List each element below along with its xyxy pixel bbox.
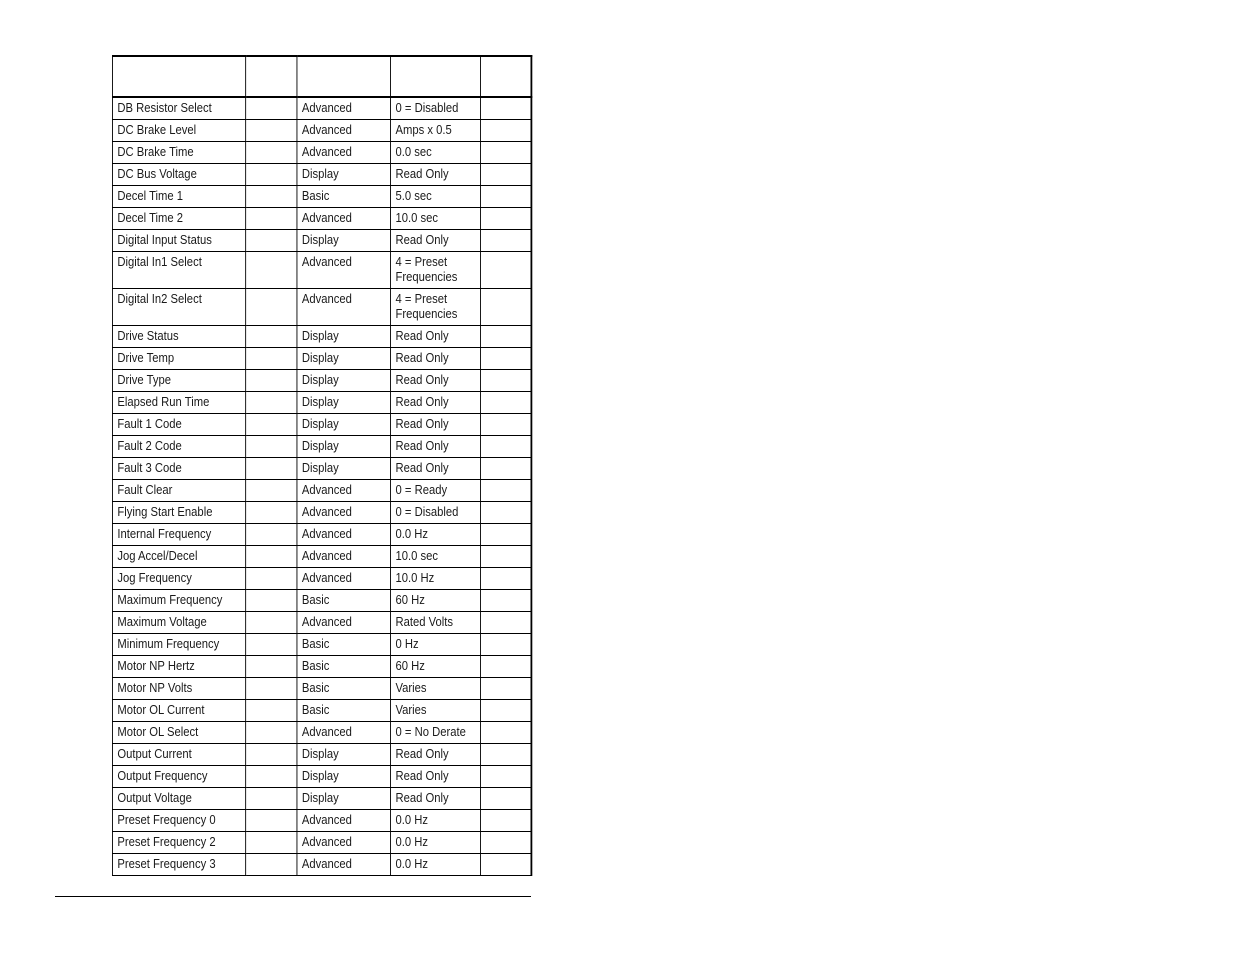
table-row [112,612,530,634]
user-setting-cell [481,700,531,722]
user-setting-cell [481,612,531,634]
default-value-cell: Read Only [391,370,481,392]
default-value-cell: Read Only [391,414,481,436]
table-row [112,568,530,590]
parameter-name-cell: Motor OL Current [112,700,245,722]
user-setting-cell [481,164,531,186]
header-cell-setting [481,56,531,97]
parameter-group-cell: Display [297,458,391,480]
parameter-number-cell [246,524,297,546]
table-row [112,854,530,876]
parameter-number-cell [246,436,297,458]
parameter-group-cell: Basic [297,186,391,208]
user-setting-cell [481,230,531,252]
parameter-group-cell: Advanced [297,524,391,546]
user-setting-cell [481,458,531,480]
table-row [112,480,530,502]
parameter-number-cell [246,788,297,810]
default-value-cell: 0 = No Derate [391,722,481,744]
default-value-cell: 10.0 Hz [391,568,481,590]
parameter-name-cell: DC Bus Voltage [112,164,245,186]
parameter-name-cell: DC Brake Time [112,142,245,164]
table-row [112,546,530,568]
table-row [112,186,530,208]
parameter-group-cell: Display [297,164,391,186]
parameter-number-cell [246,590,297,612]
user-setting-cell [481,524,531,546]
table-row [112,370,530,392]
parameter-number-cell [246,458,297,480]
user-setting-cell [481,414,531,436]
parameter-number-cell [246,634,297,656]
parameter-number-cell [246,230,297,252]
parameter-number-cell [246,810,297,832]
default-value-cell: Read Only [391,788,481,810]
parameter-group-cell: Advanced [297,208,391,230]
parameter-group-cell: Advanced [297,832,391,854]
parameter-name-cell: Decel Time 1 [112,186,245,208]
parameter-group-cell: Display [297,788,391,810]
parameter-name-cell: Fault Clear [112,480,245,502]
table-row [112,744,530,766]
parameter-group-cell: Display [297,348,391,370]
default-value-cell: 0 = Ready [391,480,481,502]
default-value-cell: 4 = Preset Frequencies [391,252,481,289]
parameter-name-cell: Digital Input Status [112,230,245,252]
table-row [112,458,530,480]
parameter-number-cell [246,700,297,722]
parameter-group-cell: Display [297,766,391,788]
parameter-number-cell [246,186,297,208]
default-value-cell: Varies [391,700,481,722]
parameter-name-cell: Digital In2 Select [112,289,245,326]
parameter-number-cell [246,766,297,788]
parameter-number-cell [246,370,297,392]
user-setting-cell [481,656,531,678]
table-row [112,208,530,230]
user-setting-cell [481,788,531,810]
table-row [112,230,530,252]
user-setting-cell [481,142,531,164]
table-row [112,164,530,186]
user-setting-cell [481,810,531,832]
header-cell-default [391,56,481,97]
user-setting-cell [481,348,531,370]
parameter-number-cell [246,568,297,590]
default-value-cell: Read Only [391,164,481,186]
table-row [112,502,530,524]
default-value-cell: 60 Hz [391,656,481,678]
parameter-number-cell [246,414,297,436]
parameter-name-cell: Jog Frequency [112,568,245,590]
parameter-group-cell: Advanced [297,142,391,164]
parameter-group-cell: Display [297,392,391,414]
table-header-row [112,56,530,97]
user-setting-cell [481,480,531,502]
user-setting-cell [481,590,531,612]
parameter-group-cell: Advanced [297,252,391,289]
default-value-cell: 0.0 Hz [391,832,481,854]
table-row [112,634,530,656]
default-value-cell: 0 = Disabled [391,97,481,120]
user-setting-cell [481,744,531,766]
parameter-name-cell: Elapsed Run Time [112,392,245,414]
parameter-number-cell [246,289,297,326]
parameter-group-cell: Advanced [297,722,391,744]
user-setting-cell [481,326,531,348]
parameter-name-cell: Maximum Voltage [112,612,245,634]
table-row [112,656,530,678]
table-row [112,289,530,326]
parameter-group-cell: Advanced [297,502,391,524]
parameter-name-cell: Fault 1 Code [112,414,245,436]
user-setting-cell [481,766,531,788]
parameter-number-cell [246,326,297,348]
parameter-name-cell: Preset Frequency 2 [112,832,245,854]
default-value-cell: 0.0 Hz [391,810,481,832]
default-value-cell: 0.0 sec [391,142,481,164]
parameter-group-cell: Display [297,370,391,392]
table-body [112,97,530,876]
parameter-name-cell: Flying Start Enable [112,502,245,524]
parameter-name-cell: Output Current [112,744,245,766]
table-row [112,392,530,414]
parameter-group-cell: Advanced [297,97,391,120]
user-setting-cell [481,678,531,700]
parameter-name-cell: Output Frequency [112,766,245,788]
parameter-name-cell: Maximum Frequency [112,590,245,612]
parameter-name-cell: Digital In1 Select [112,252,245,289]
parameter-name-cell: Minimum Frequency [112,634,245,656]
parameter-group-cell: Basic [297,590,391,612]
default-value-cell: Read Only [391,458,481,480]
default-value-cell: Read Only [391,744,481,766]
user-setting-cell [481,854,531,876]
parameter-name-cell: Motor NP Volts [112,678,245,700]
user-setting-cell [481,546,531,568]
table-row [112,436,530,458]
table-row [112,348,530,370]
parameter-number-cell [246,208,297,230]
parameter-name-cell: Drive Status [112,326,245,348]
parameter-name-cell: DC Brake Level [112,120,245,142]
default-value-cell: 0 Hz [391,634,481,656]
table-row [112,97,530,120]
user-setting-cell [481,502,531,524]
parameter-name-cell: Motor OL Select [112,722,245,744]
parameter-name-cell: Preset Frequency 0 [112,810,245,832]
parameter-group-cell: Advanced [297,854,391,876]
parameter-name-cell: Fault 2 Code [112,436,245,458]
parameter-group-cell: Display [297,230,391,252]
parameter-number-cell [246,392,297,414]
default-value-cell: Varies [391,678,481,700]
table-row [112,524,530,546]
table-row [112,700,530,722]
default-value-cell: 0.0 Hz [391,854,481,876]
user-setting-cell [481,120,531,142]
parameter-group-cell: Advanced [297,546,391,568]
parameter-number-cell [246,252,297,289]
parameter-number-cell [246,142,297,164]
default-value-cell: 5.0 sec [391,186,481,208]
parameter-number-cell [246,854,297,876]
table-row [112,678,530,700]
user-setting-cell [481,370,531,392]
user-setting-cell [481,392,531,414]
default-value-cell: 60 Hz [391,590,481,612]
parameter-group-cell: Advanced [297,120,391,142]
default-value-cell: Amps x 0.5 [391,120,481,142]
table-row [112,120,530,142]
parameter-group-cell: Advanced [297,289,391,326]
default-value-cell: Read Only [391,326,481,348]
parameter-name-cell: Decel Time 2 [112,208,245,230]
parameter-name-cell: Jog Accel/Decel [112,546,245,568]
user-setting-cell [481,568,531,590]
parameter-name-cell: DB Resistor Select [112,97,245,120]
parameter-group-cell: Display [297,326,391,348]
parameter-name-cell: Preset Frequency 3 [112,854,245,876]
parameter-group-cell: Basic [297,678,391,700]
default-value-cell: Rated Volts [391,612,481,634]
parameter-number-cell [246,832,297,854]
parameter-name-cell: Output Voltage [112,788,245,810]
default-value-cell: Read Only [391,436,481,458]
parameter-number-cell [246,722,297,744]
parameter-name-cell: Fault 3 Code [112,458,245,480]
default-value-cell: Read Only [391,348,481,370]
default-value-cell: Read Only [391,230,481,252]
parameter-number-cell [246,744,297,766]
parameter-table [112,55,532,876]
parameter-group-cell: Basic [297,656,391,678]
parameter-number-cell [246,546,297,568]
table-row [112,810,530,832]
parameter-number-cell [246,678,297,700]
default-value-cell: 0.0 Hz [391,524,481,546]
table-row [112,326,530,348]
user-setting-cell [481,634,531,656]
user-setting-cell [481,436,531,458]
table-row [112,142,530,164]
default-value-cell: Read Only [391,392,481,414]
parameter-group-cell: Advanced [297,612,391,634]
user-setting-cell [481,722,531,744]
default-value-cell: 4 = Preset Frequencies [391,289,481,326]
header-cell-number [246,56,297,97]
parameter-group-cell: Advanced [297,810,391,832]
table-row [112,766,530,788]
parameter-group-cell: Display [297,436,391,458]
table-row [112,788,530,810]
parameter-group-cell: Display [297,744,391,766]
parameter-group-cell: Basic [297,700,391,722]
parameter-number-cell [246,656,297,678]
header-cell-parameter [112,56,245,97]
parameter-number-cell [246,612,297,634]
parameter-group-cell: Display [297,414,391,436]
user-setting-cell [481,186,531,208]
default-value-cell: 0 = Disabled [391,502,481,524]
table-row [112,722,530,744]
parameter-group-cell: Advanced [297,568,391,590]
parameter-number-cell [246,502,297,524]
parameter-group-cell: Advanced [297,480,391,502]
user-setting-cell [481,97,531,120]
user-setting-cell [481,252,531,289]
user-setting-cell [481,832,531,854]
parameter-number-cell [246,97,297,120]
header-cell-group [297,56,391,97]
parameter-name-cell: Drive Type [112,370,245,392]
default-value-cell: Read Only [391,766,481,788]
parameter-number-cell [246,480,297,502]
parameter-number-cell [246,164,297,186]
table-row [112,832,530,854]
parameter-name-cell: Internal Frequency [112,524,245,546]
default-value-cell: 10.0 sec [391,208,481,230]
user-setting-cell [481,289,531,326]
parameter-number-cell [246,120,297,142]
parameter-name-cell: Drive Temp [112,348,245,370]
table-row [112,590,530,612]
user-setting-cell [481,208,531,230]
default-value-cell: 10.0 sec [391,546,481,568]
table-row [112,414,530,436]
footer-rule [55,896,531,897]
parameter-number-cell [246,348,297,370]
table-row [112,252,530,289]
parameter-group-cell: Basic [297,634,391,656]
parameter-name-cell: Motor NP Hertz [112,656,245,678]
